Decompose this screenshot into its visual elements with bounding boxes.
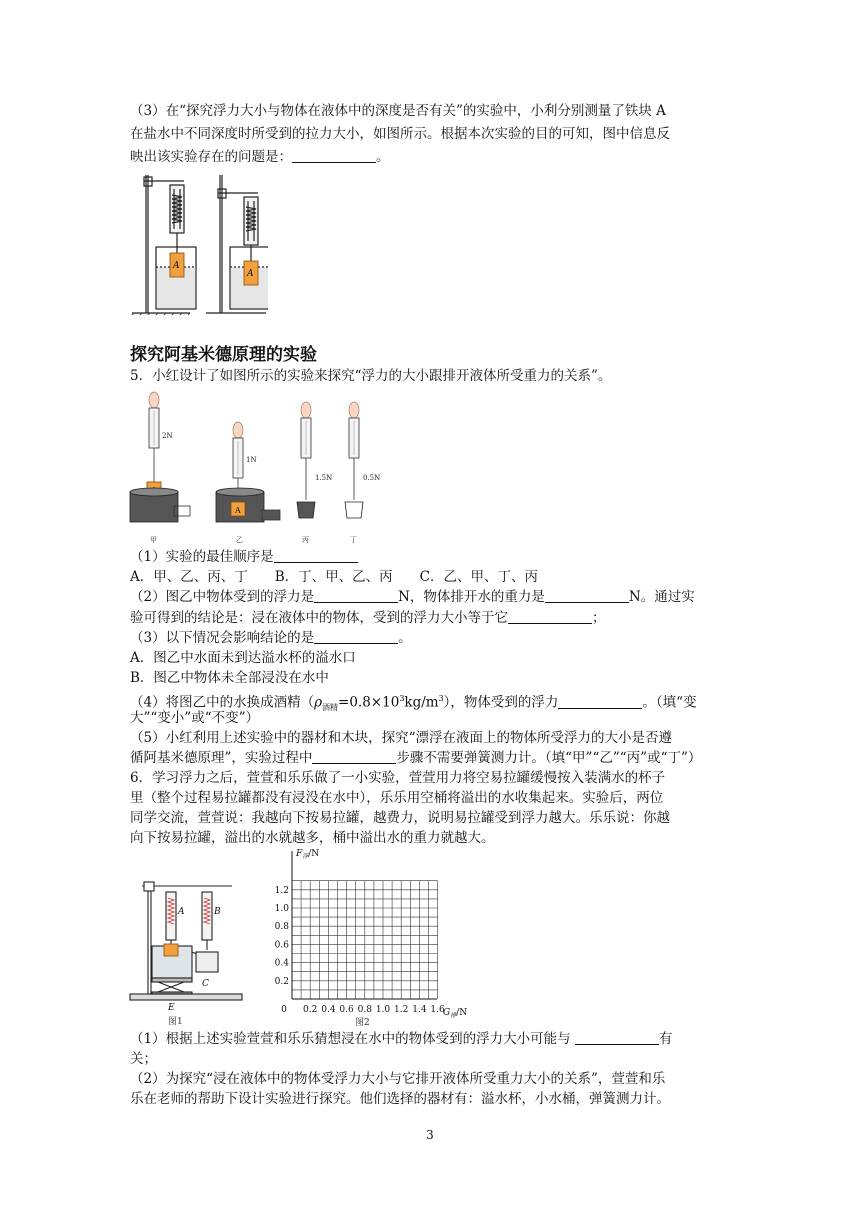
q6-line1: 6．学习浮力之后，萱萱和乐乐做了一小实验，萱萱用力将空易拉罐缓慢按入装满水的杯子 [130,770,666,786]
label-c: C [202,979,209,989]
q6-p1-a: （1）根据上述实验萱萱和乐乐猜想浸在水中的物体受到的浮力大小可能与 [130,1031,575,1047]
x-tick-label: 0 [281,1005,287,1015]
q5-p2-line2-end: ； [592,610,606,626]
q5-p1 [130,548,358,567]
y-tick-label: 1.2 [274,885,289,896]
q5-p4-line2: 大”“变小”或“不变”） [130,710,260,726]
q5-p4-d: ），物体受到的浮力 [443,694,559,711]
q6-p2-line1: （2）为探究“浸在液体中的物体受浮力大小与它排开液体所受重力大小的关系”，萱萱和乐 [130,1071,666,1087]
label-ding: 丁 [350,536,357,544]
q5-p1-text: （1）实验的最佳顺序是 [130,549,274,565]
reading-jia: 2N [162,432,173,440]
can-a [164,944,178,956]
q5-p3-end: 。 [398,630,412,646]
q6-p1 [130,1030,672,1049]
block-label: A [247,269,254,279]
x-tick-label: 0.4 [321,1005,336,1015]
x-tick-label: 1.6 [430,1005,445,1015]
answer-blank[interactable] [545,588,629,603]
answer-blank[interactable] [312,749,396,764]
figure1-apparatus [128,880,248,1028]
reading-yi: 1N [246,456,257,464]
block-a-yi: A [235,506,241,515]
fig1-caption: 图1 [168,1017,183,1027]
q5-p3-text: （3）以下情况会影响结论的是 [130,630,315,646]
reading-ding: 0.5N [363,474,381,482]
q6-p1-line2: 关； [130,1051,157,1067]
q4-p3-line2: 在盐水中不同深度时所受到的拉力大小，如图所示。根据本次实验的目的可知，图中信息反 [130,126,670,142]
q4-p3-end: 。 [376,149,390,165]
answer-blank[interactable] [575,1030,659,1045]
x-tick-label: 1.0 [375,1005,391,1015]
x-tick-label: 1.2 [394,1005,409,1015]
q5-p4-a: （4）将图乙中的水换成酒精（ [130,694,315,711]
q4-p3-line1: （3）在“探究浮力大小与物体在液体中的深度是否有关”的实验中，小利分别测量了铁块 A [130,103,666,119]
q5-p2-line2 [130,609,606,628]
q5-p4-b: =0.8×10 [338,694,400,711]
x-tick-label: 0.2 [303,1005,318,1015]
y-axis-label: $F_浮/N$ [296,849,320,860]
rho-symbol: ρ [314,694,323,711]
page-number: 3 [426,1128,434,1142]
q6-p2-line2: 乐在老师的帮助下设计实验进行探究。他们选择的器材有：溢水杯，小水桶，弹簧测力计。 [130,1091,670,1107]
exponent: 3 [438,694,444,703]
answer-blank[interactable] [274,548,358,563]
q5-p5-b: 步骤不需要弹簧测力计。（填“甲”“乙”“丙”或“丁”） [396,750,702,766]
q6-line3: 同学交流，萱萱说：我越向下按易拉罐，越费力，说明易拉罐受到浮力越大。乐乐说：你越 [130,810,670,826]
q5-p5-a: 循阿基米德原理”，实验过程中 [130,750,313,766]
figure-archimedes-steps [128,390,408,545]
q5-p3-option-a: A．图乙中水面未到达溢水杯的溢水口 [130,650,356,666]
y-tick-label: 0.6 [274,940,289,951]
label-bing: 丙 [302,536,309,544]
q4-p3-text: 映出该实验存在的问题是： [130,149,292,165]
answer-blank[interactable] [292,148,376,163]
y-tick-label: 0.2 [274,976,289,987]
x-tick-label: 0.6 [339,1005,354,1015]
y-tick-label: 0.4 [274,958,289,969]
label-a: A [178,907,185,917]
answer-blank[interactable] [508,609,592,624]
y-tick-label: 0.8 [274,922,289,933]
label-e: E [168,1003,175,1013]
x-tick-label: 0.8 [357,1005,372,1015]
rho-subscript: 酒精 [322,703,339,713]
q5-p2 [130,588,695,607]
q5-p2-b: N，物体排开水的重力是 [398,589,545,605]
exponent: 3 [399,694,405,703]
q5-p4-c: kg/m [404,694,439,711]
figure2-graph [265,845,480,1030]
label-jia: 甲 [150,536,157,544]
q5-p3-option-b: B．图乙中物体未全部浸没在水中 [130,670,329,686]
fig2-caption: 图2 [355,1018,370,1028]
q5-p4-e: 。（填“变 [642,694,697,711]
x-axis-label: $G_排/N$ [443,1008,468,1019]
q5-p2-a: （2）图乙中物体受到的浮力是 [130,589,315,605]
q5-p1-options: A．甲、乙、丙、丁 B．丁、甲、乙、丙 C．乙、甲、丁、丙 [130,569,538,585]
x-tick-label: 1.4 [412,1005,427,1015]
q5-intro: 5．小红设计了如图所示的实验来探究“浮力的大小跟排开液体所受重力的关系”。 [130,368,612,384]
answer-blank[interactable] [314,629,398,644]
q5-p2-line2-text: 验可得到的结论是：浸在液体中的物体，受到的浮力大小等于它 [130,610,508,626]
q5-p2-c: N。通过实 [628,589,695,605]
section-heading: 探究阿基米德原理的实验 [130,345,317,365]
q5-p3 [130,629,412,648]
figure-spring-scale-depth [128,165,268,315]
q5-p5-line1: （5）小红利用上述实验中的器材和木块，探究“漂浮在液面上的物体所受浮力的大小是否遵 [130,730,672,746]
q6-line2: 里（整个过程易拉罐都没有浸没在水中），乐乐用空桶将溢出的水收集起来。实验后，两位 [130,790,664,806]
answer-blank[interactable] [558,694,642,709]
label-b: B [214,907,221,917]
answer-blank[interactable] [314,588,398,603]
q6-p1-b: 有 [658,1031,673,1047]
q6-line4: 向下按易拉罐，溢出的水就越多，桶中溢出水的重力就越大。 [130,830,495,846]
y-tick-label: 1.0 [274,904,289,914]
block-label: A [173,261,180,271]
reading-bing: 1.5N [315,474,333,482]
label-yi: 乙 [236,536,243,544]
q5-p5-line2 [130,749,701,768]
